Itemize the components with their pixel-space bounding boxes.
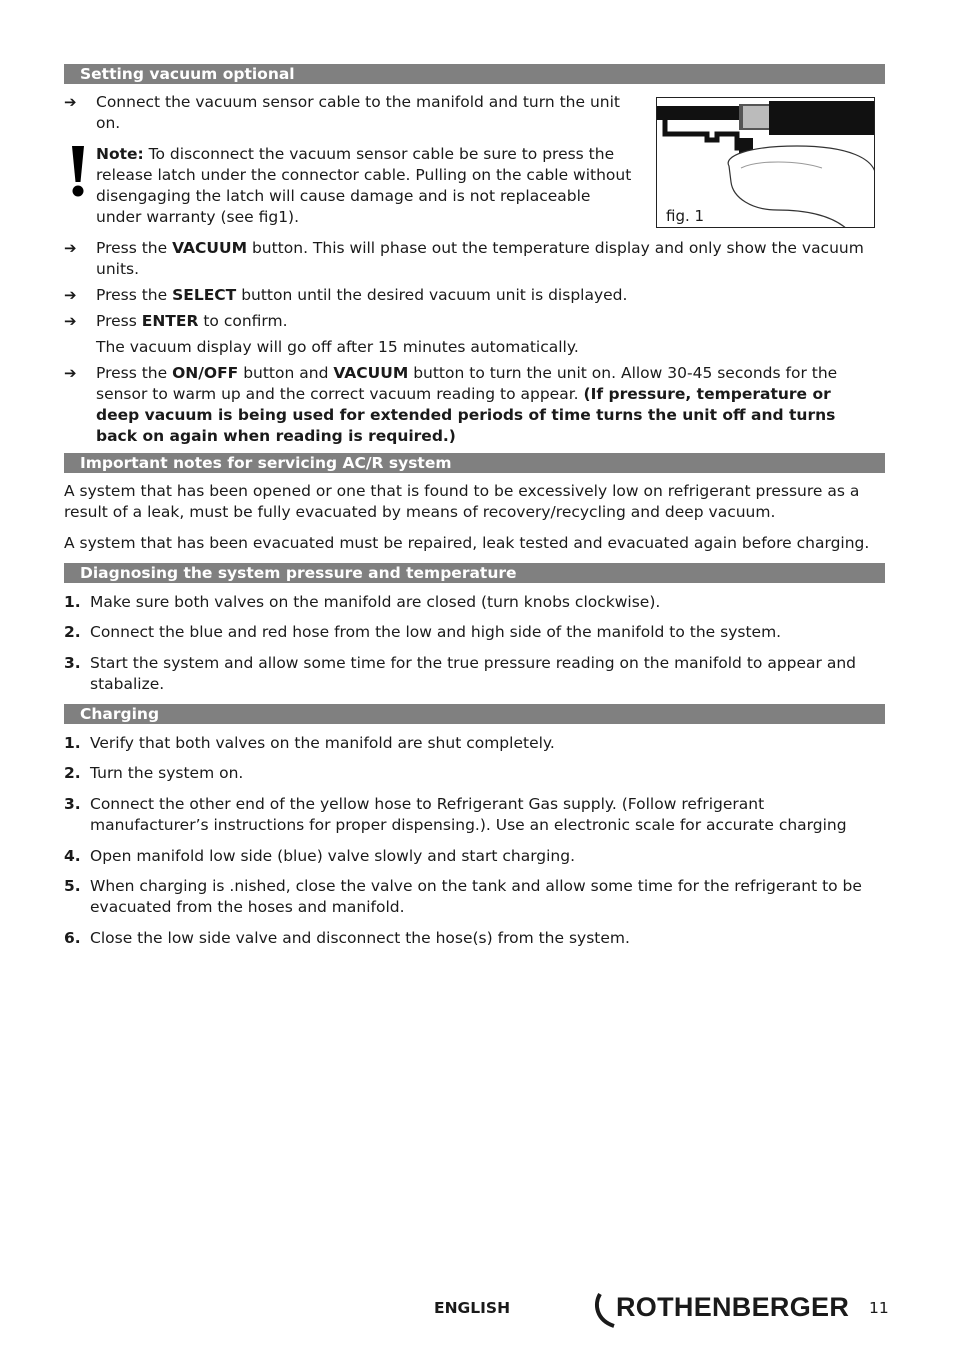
list-item: When charging is .nished, close the valve on the tank and allow some time for the refrigerant to be evacuated from the hoses and manifold. bbox=[90, 877, 862, 916]
arrow-icon: ➔ bbox=[64, 364, 77, 382]
text: Press the bbox=[96, 364, 173, 382]
list-number: 1. bbox=[64, 734, 81, 752]
section-header-charging bbox=[64, 704, 885, 724]
servicing-paragraph-2: A system that has been evacuated must be repaired, leak tested and evacuated again before charging. bbox=[64, 534, 870, 552]
note-text: To disconnect the vacuum sensor cable be sure to press the release latch under the connector cable. Pulling on the cable without disengaging the latch will cause damage and is not replaceable under warranty (see fig1). bbox=[96, 145, 632, 226]
list-item: Turn the system on. bbox=[90, 764, 244, 782]
list-item: Open manifold low side (blue) valve slowly and start charging. bbox=[90, 847, 576, 865]
logo-swoosh-icon bbox=[594, 1290, 618, 1330]
list-item: Connect the other end of the yellow hose to Refrigerant Gas supply. (Follow refrigerant manufacturer’s instructions for proper dispensing.). Use an electronic scale for accurate charging bbox=[90, 795, 847, 834]
list-item: Verify that both valves on the manifold are shut completely. bbox=[90, 734, 555, 752]
list-number: 5. bbox=[64, 877, 81, 895]
list-item: Make sure both valves on the manifold are closed (turn knobs clockwise). bbox=[90, 593, 661, 611]
vacuum-info: The vacuum display will go off after 15 minutes automatically. bbox=[96, 338, 579, 356]
arrow-icon: ➔ bbox=[64, 312, 77, 330]
vacuum-step-1: Connect the vacuum sensor cable to the manifold and turn the unit on. bbox=[96, 93, 620, 132]
figure-1-image bbox=[656, 97, 875, 228]
list-item: Connect the blue and red hose from the low and high side of the manifold to the system. bbox=[90, 623, 782, 641]
list-item: Close the low side valve and disconnect the hose(s) from the system. bbox=[90, 929, 630, 947]
brand-name: ROTHENBERGER bbox=[616, 1292, 850, 1322]
section-title: Diagnosing the system pressure and temperature bbox=[80, 564, 517, 582]
text: button until the desired vacuum unit is displayed. bbox=[236, 286, 628, 304]
servicing-paragraph-1: A system that has been opened or one that is found to be excessively low on refrigerant pressure as a result of a leak, must be fully evacuated by means of recovery/recycling and deep vacuum. bbox=[64, 482, 860, 521]
list-number: 1. bbox=[64, 593, 81, 611]
vacuum-step-2 bbox=[96, 238, 876, 280]
section-title: Important notes for servicing AC/R system bbox=[80, 454, 452, 472]
arrow-icon: ➔ bbox=[64, 239, 77, 257]
vacuum-step-3 bbox=[96, 285, 876, 306]
vacuum-step-4 bbox=[96, 311, 876, 332]
text: to confirm. bbox=[198, 312, 288, 330]
text: button to turn the unit on. Allow 30-45 seconds for the sensor to warm up and the correct vacuum reading to appear. bbox=[96, 364, 838, 403]
section-header-diagnosing bbox=[64, 563, 885, 583]
note-label: Note: bbox=[96, 145, 144, 163]
vacuum-note bbox=[96, 144, 636, 228]
list-number: 6. bbox=[64, 929, 81, 947]
list-number: 3. bbox=[64, 795, 81, 813]
section-title: Charging bbox=[80, 705, 160, 723]
footer-language: ENGLISH bbox=[434, 1299, 511, 1317]
section-header-servicing bbox=[64, 453, 885, 473]
list-number: 2. bbox=[64, 623, 81, 641]
text: Press the bbox=[96, 239, 173, 257]
select-button-label: SELECT bbox=[172, 286, 237, 304]
section-title: Setting vacuum optional bbox=[80, 65, 295, 83]
list-item: Start the system and allow some time for the true pressure reading on the manifold to appear and stabalize. bbox=[90, 654, 856, 693]
page-number: 11 bbox=[869, 1299, 889, 1317]
warning-text: (If pressure, temperature or deep vacuum is being used for extended periods of time turns the unit off and turns back on again when reading is required.) bbox=[96, 385, 836, 445]
brand-logo bbox=[598, 1292, 849, 1323]
vacuum-button-label: VACUUM bbox=[333, 364, 409, 382]
warning-icon bbox=[70, 146, 86, 198]
vacuum-step-5 bbox=[96, 363, 876, 447]
section-header-setting-vacuum bbox=[64, 64, 885, 84]
text: Press the bbox=[96, 286, 173, 304]
onoff-button-label: ON/OFF bbox=[172, 364, 239, 382]
enter-button-label: ENTER bbox=[141, 312, 199, 330]
text: button. This will phase out the temperature display and only show the vacuum units. bbox=[96, 239, 864, 278]
text: Press bbox=[96, 312, 142, 330]
list-number: 4. bbox=[64, 847, 81, 865]
figure-caption: fig. 1 bbox=[666, 207, 705, 225]
vacuum-button-label: VACUUM bbox=[172, 239, 248, 257]
text: button and bbox=[238, 364, 334, 382]
list-number: 2. bbox=[64, 764, 81, 782]
arrow-icon: ➔ bbox=[64, 93, 77, 111]
list-number: 3. bbox=[64, 654, 81, 672]
arrow-icon: ➔ bbox=[64, 286, 77, 304]
